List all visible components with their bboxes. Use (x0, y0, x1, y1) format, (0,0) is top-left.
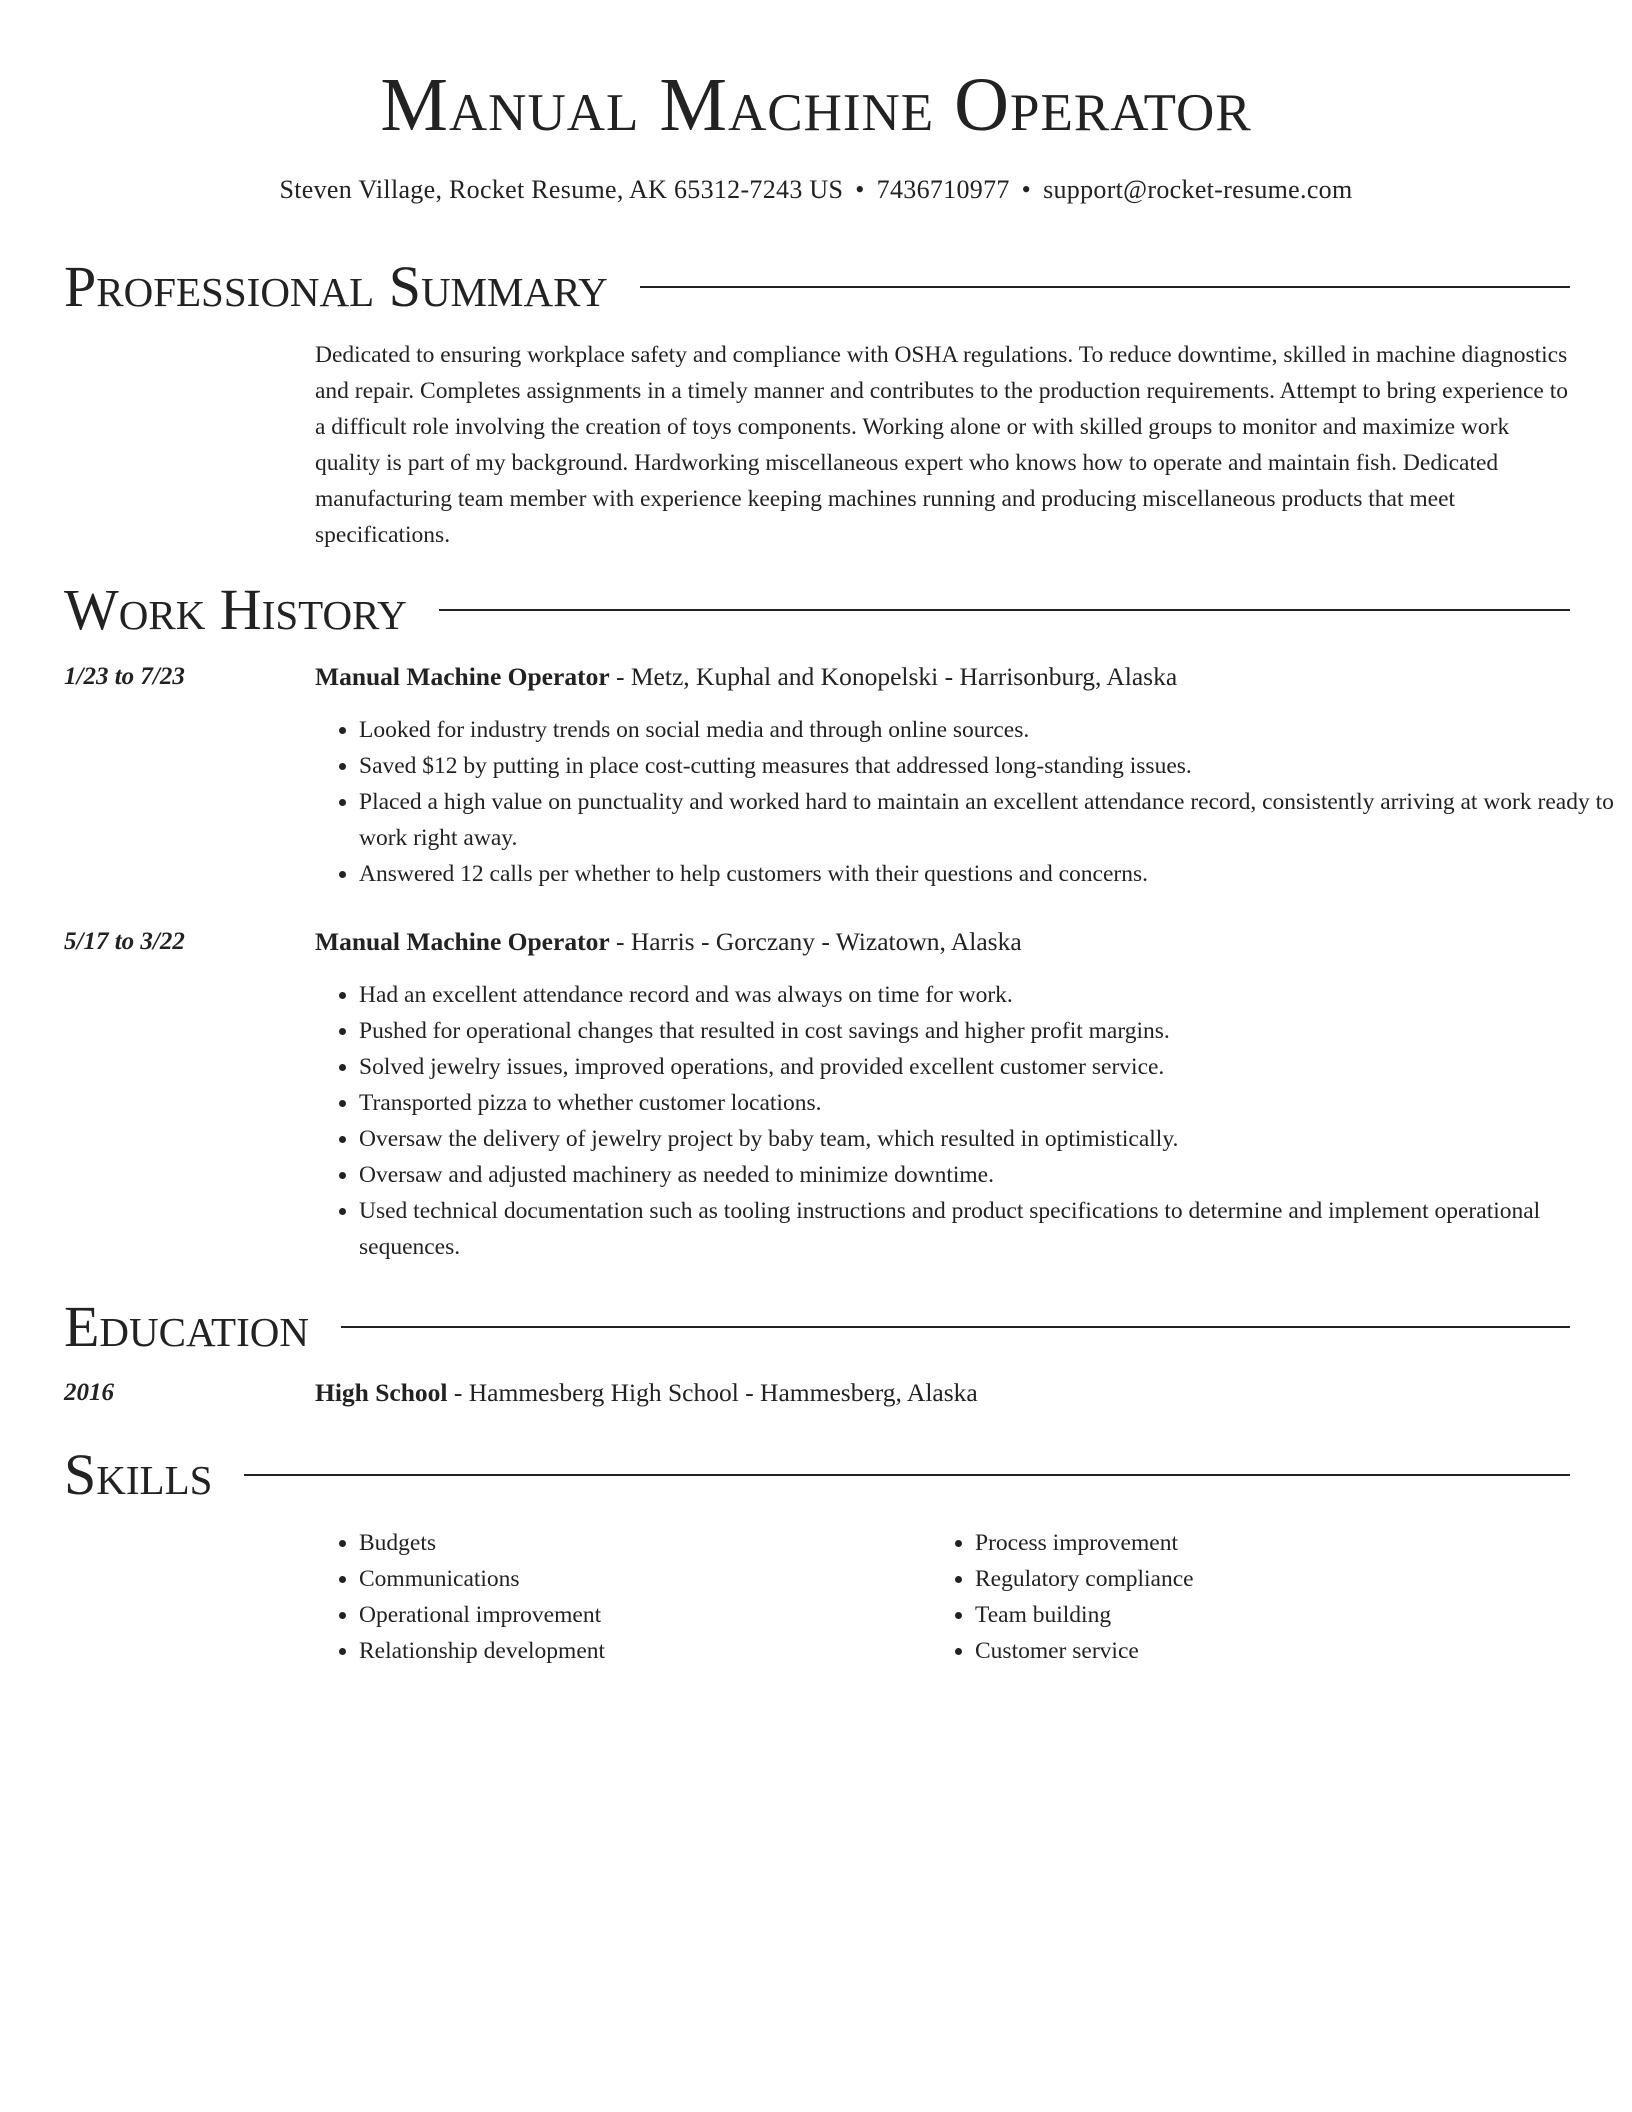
section-title: Work History (64, 577, 407, 642)
contact-separator: • (1021, 175, 1032, 204)
section-title: Skills (64, 1442, 213, 1507)
job-dates: 5/17 to 3/22 (64, 928, 185, 955)
job-heading (315, 925, 1573, 959)
section-title: Education (64, 1294, 309, 1359)
list-item: • Looked for industry trends on social media and through online sources. (359, 712, 1617, 748)
skills-list-left (315, 1525, 929, 1669)
list-item: • Answered 12 calls per whether to help customers with their questions and concerns. (359, 856, 1617, 892)
section-divider (439, 609, 1570, 611)
list-item: • Saved $12 by putting in place cost-cutting measures that addressed long-standing issues. (359, 748, 1617, 784)
skills-list-right (931, 1525, 1575, 1669)
summary-text: Dedicated to ensuring workplace safety and compliance with OSHA regulations. To reduce downtime, skilled in machine diagnostics and repair. Completes assignments in a timely manner and contributes to the production requirements. Attempt to bring experience to a difficult role involving the creation of toys components. Working alone or with skilled groups to monitor and maximize work quality is part of my background. Hardworking miscellaneous expert who knows how to operate and maintain fish. Dedicated manufacturing team member with experience keeping machines running and producing miscellaneous products that meet specifications. (315, 342, 1569, 548)
skills-section-header (64, 1440, 1570, 1510)
list-item: • Had an excellent attendance record and was always on time for work. (359, 977, 1617, 1013)
skill-item: • Operational improvement (359, 1597, 929, 1633)
skill-item: • Process improvement (975, 1525, 1575, 1561)
job-role: Manual Machine Operator (315, 927, 610, 956)
section-divider (244, 1474, 1570, 1476)
education-heading (315, 1376, 1573, 1410)
list-item: • Solved jewelry issues, improved operations, and provided excellent customer service. (359, 1049, 1617, 1085)
education-section-header (64, 1292, 1570, 1362)
skill-item: • Team building (975, 1597, 1575, 1633)
contact-email: support@rocket-resume.com (1043, 175, 1353, 204)
list-item: • Transported pizza to whether customer locations. (359, 1085, 1617, 1121)
job-duties-list (315, 712, 1617, 892)
job-heading (315, 660, 1573, 694)
contact-line (0, 172, 1632, 208)
job-duties-list (315, 977, 1617, 1265)
job-dates: 1/23 to 7/23 (64, 663, 185, 690)
work-history-section-header (64, 575, 1570, 645)
skill-item: • Communications (359, 1561, 929, 1597)
section-divider (341, 1326, 1570, 1328)
summary-section-header (64, 252, 1570, 322)
contact-address: Steven Village, Rocket Resume, AK 65312-7243 US (279, 175, 844, 204)
skill-item: • Regulatory compliance (975, 1561, 1575, 1597)
section-title: Professional Summary (64, 254, 608, 319)
education-degree: High School (315, 1378, 448, 1407)
contact-separator: • (855, 175, 865, 204)
list-item: • Oversaw and adjusted machinery as needed to minimize downtime. (359, 1157, 1617, 1193)
section-divider (640, 286, 1570, 288)
job-details: - Harris - Gorczany - Wizatown, Alaska (609, 927, 1022, 956)
list-item: • Used technical documentation such as tooling instructions and product specifications to determine and implement operational sequences. (359, 1193, 1617, 1265)
skill-item: • Relationship development (359, 1633, 929, 1669)
skill-item: • Customer service (975, 1633, 1575, 1669)
contact-phone: 7436710977 (876, 175, 1010, 204)
list-item: • Oversaw the delivery of jewelry project by baby team, which resulted in optimistically. (359, 1121, 1617, 1157)
resume-title: Manual Machine Operator (380, 63, 1252, 147)
skill-item: • Budgets (359, 1525, 929, 1561)
list-item: • Placed a high value on punctuality and worked hard to maintain an excellent attendance record, consistently arriving at work ready to work right away. (359, 784, 1617, 856)
education-details: - Hammesberg High School - Hammesberg, Alaska (447, 1378, 978, 1407)
job-details: - Metz, Kuphal and Konopelski - Harrisonburg, Alaska (609, 662, 1178, 691)
list-item: • Pushed for operational changes that resulted in cost savings and higher profit margins. (359, 1013, 1617, 1049)
education-year: 2016 (64, 1379, 114, 1406)
job-role: Manual Machine Operator (315, 662, 610, 691)
